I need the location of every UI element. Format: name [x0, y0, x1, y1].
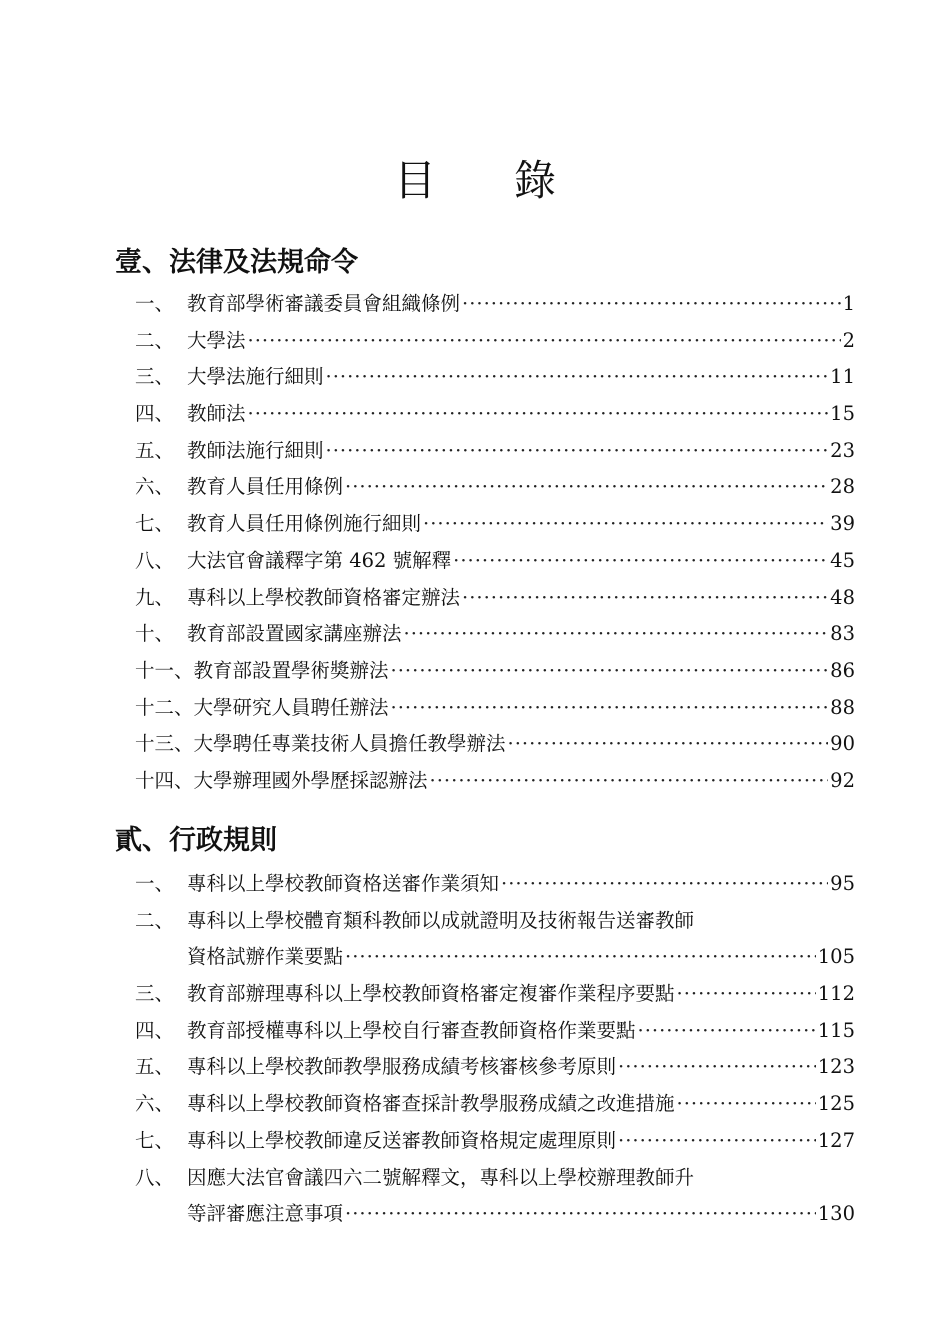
dot-leader — [462, 286, 841, 323]
dot-leader — [430, 763, 829, 800]
entry-title: 教育部學術審議委員會組織條例 — [187, 292, 461, 315]
entry-number: 十、 — [135, 622, 175, 646]
title-char-2: 錄 — [514, 156, 635, 205]
entry-number: 三、 — [135, 982, 175, 1006]
entry-number: 七、 — [135, 512, 175, 536]
toc-list-admin-rules — [135, 866, 855, 1233]
dot-leader — [618, 1123, 816, 1160]
entry-page: 95 — [830, 872, 855, 895]
entry-page: 15 — [830, 402, 855, 426]
entry-number: 七、 — [135, 1128, 175, 1152]
entry-title: 教育人員任用條例施行細則 — [187, 512, 422, 536]
entry-title: 大學法施行細則 — [187, 365, 324, 389]
dot-leader — [462, 580, 828, 617]
dot-leader — [345, 939, 816, 976]
entry-page: 88 — [830, 695, 855, 719]
dot-leader — [326, 359, 829, 396]
entry-title: 教育人員任用條例 — [187, 475, 344, 499]
entry-number: 五、 — [135, 438, 175, 462]
toc-entry[interactable] — [135, 726, 855, 763]
entry-number: 八、 — [135, 548, 175, 572]
entry-page: 130 — [817, 1202, 855, 1226]
entry-title: 大學辦理國外學歷採認辦法 — [193, 768, 428, 792]
entry-page: 90 — [830, 732, 855, 756]
toc-entry[interactable] — [135, 580, 855, 617]
entry-page: 28 — [830, 475, 855, 499]
entry-title: 教師法 — [187, 402, 246, 426]
entry-page: 123 — [817, 1055, 855, 1079]
entry-title: 教育部設置學術獎辦法 — [193, 658, 389, 682]
entry-number: 五、 — [135, 1055, 175, 1079]
entry-title: 教師法施行細則 — [187, 438, 324, 462]
toc-entry[interactable] — [135, 1049, 855, 1086]
toc-entry[interactable] — [135, 323, 855, 360]
toc-entry[interactable] — [135, 1013, 855, 1050]
entry-number: 十四、 — [135, 768, 194, 792]
entry-title: 大學研究人員聘任辦法 — [193, 695, 389, 719]
entry-title: 專科以上學校教師資格審查採計教學服務成績之改進措施 — [187, 1092, 675, 1116]
entry-page: 2 — [842, 328, 855, 352]
dot-leader — [508, 726, 829, 763]
entry-page: 86 — [830, 658, 855, 682]
entry-number: 十一、 — [135, 658, 194, 682]
dot-leader — [345, 1196, 816, 1233]
dot-leader — [677, 1086, 816, 1123]
toc-entry[interactable] — [135, 653, 855, 690]
dot-leader — [638, 1013, 816, 1050]
entry-page: 127 — [817, 1128, 855, 1152]
entry-title: 專科以上學校教師教學服務成績考核審核參考原則 — [187, 1055, 617, 1079]
entry-page: 92 — [830, 768, 855, 792]
toc-entry-line1[interactable] — [135, 1160, 855, 1197]
entry-number: 二、 — [135, 908, 175, 932]
entry-page: 1 — [842, 292, 855, 315]
entry-page: 83 — [830, 622, 855, 646]
entry-title: 專科以上學校教師資格審定辦法 — [187, 585, 461, 609]
entry-page: 39 — [830, 512, 855, 536]
entry-title: 專科以上學校教師資格送審作業須知 — [187, 872, 500, 895]
entry-page: 45 — [830, 548, 855, 572]
entry-page: 112 — [817, 982, 855, 1006]
entry-number: 二、 — [135, 328, 175, 352]
toc-entry[interactable] — [135, 976, 855, 1013]
entry-number: 六、 — [135, 475, 175, 499]
toc-entry[interactable] — [135, 506, 855, 543]
entry-title: 教育部辦理專科以上學校教師資格審定複審作業程序要點 — [187, 982, 675, 1006]
dot-leader — [326, 433, 829, 470]
toc-entry[interactable] — [135, 690, 855, 727]
entry-number: 四、 — [135, 402, 175, 426]
entry-page: 125 — [817, 1092, 855, 1116]
toc-entry[interactable] — [135, 1123, 855, 1160]
toc-entry[interactable] — [135, 433, 855, 470]
toc-entry-line2[interactable] — [135, 1196, 855, 1233]
dot-leader — [345, 469, 828, 506]
dot-leader — [618, 1049, 816, 1086]
section-heading-admin-rules: 貳、行政規則 — [115, 825, 277, 856]
dot-leader — [453, 543, 828, 580]
entry-page: 115 — [817, 1018, 855, 1042]
toc-entry[interactable] — [135, 359, 855, 396]
entry-number: 四、 — [135, 1018, 175, 1042]
dot-leader — [248, 396, 829, 433]
dot-leader — [501, 866, 828, 903]
entry-title: 教育部授權專科以上學校自行審查教師資格作業要點 — [187, 1018, 636, 1042]
toc-entry[interactable] — [135, 1086, 855, 1123]
entry-number: 六、 — [135, 1092, 175, 1116]
dot-leader — [391, 653, 829, 690]
toc-entry[interactable] — [135, 543, 855, 580]
page-title — [0, 148, 950, 208]
entry-number: 三、 — [135, 365, 175, 389]
entry-title: 教育部設置國家講座辦法 — [187, 622, 402, 646]
entry-number: 一、 — [135, 292, 175, 315]
dot-leader — [248, 323, 841, 360]
toc-entry-line1[interactable] — [135, 903, 855, 940]
entry-number: 八、 — [135, 1165, 175, 1189]
entry-title: 大學聘任專業技術人員擔任教學辦法 — [193, 732, 506, 756]
entry-title: 因應大法官會議四六二號解釋文，專科以上學校辦理教師升 — [187, 1165, 695, 1189]
toc-entry[interactable] — [135, 469, 855, 506]
entry-number: 九、 — [135, 585, 175, 609]
entry-title: 專科以上學校體育類科教師以成就證明及技術報告送審教師 — [187, 908, 695, 932]
entry-page: 48 — [830, 585, 855, 609]
dot-leader — [677, 976, 816, 1013]
toc-list-laws — [135, 286, 855, 800]
entry-number: 一、 — [135, 872, 175, 895]
toc-entry[interactable] — [135, 286, 855, 323]
dot-leader — [404, 616, 829, 653]
dot-leader — [423, 506, 828, 543]
entry-title-cont: 等評審應注意事項 — [187, 1202, 344, 1226]
entry-page: 11 — [830, 365, 855, 389]
toc-entry-line2[interactable] — [135, 939, 855, 976]
toc-entry[interactable] — [135, 616, 855, 653]
entry-number: 十三、 — [135, 732, 194, 756]
entry-page: 23 — [830, 438, 855, 462]
entry-title: 大法官會議釋字第 462 號解釋 — [187, 548, 452, 572]
title-char-1: 目 — [393, 156, 514, 205]
entry-title: 大學法 — [187, 328, 246, 352]
toc-entry[interactable] — [135, 396, 855, 433]
entry-title: 專科以上學校教師違反送審教師資格規定處理原則 — [187, 1128, 617, 1152]
entry-number: 十二、 — [135, 695, 194, 719]
section-heading-laws: 壹、法律及法規命令 — [115, 247, 358, 278]
toc-entry[interactable] — [135, 763, 855, 800]
entry-title-cont: 資格試辦作業要點 — [187, 945, 344, 969]
entry-page: 105 — [817, 945, 855, 969]
dot-leader — [391, 690, 829, 727]
toc-entry[interactable] — [135, 866, 855, 903]
